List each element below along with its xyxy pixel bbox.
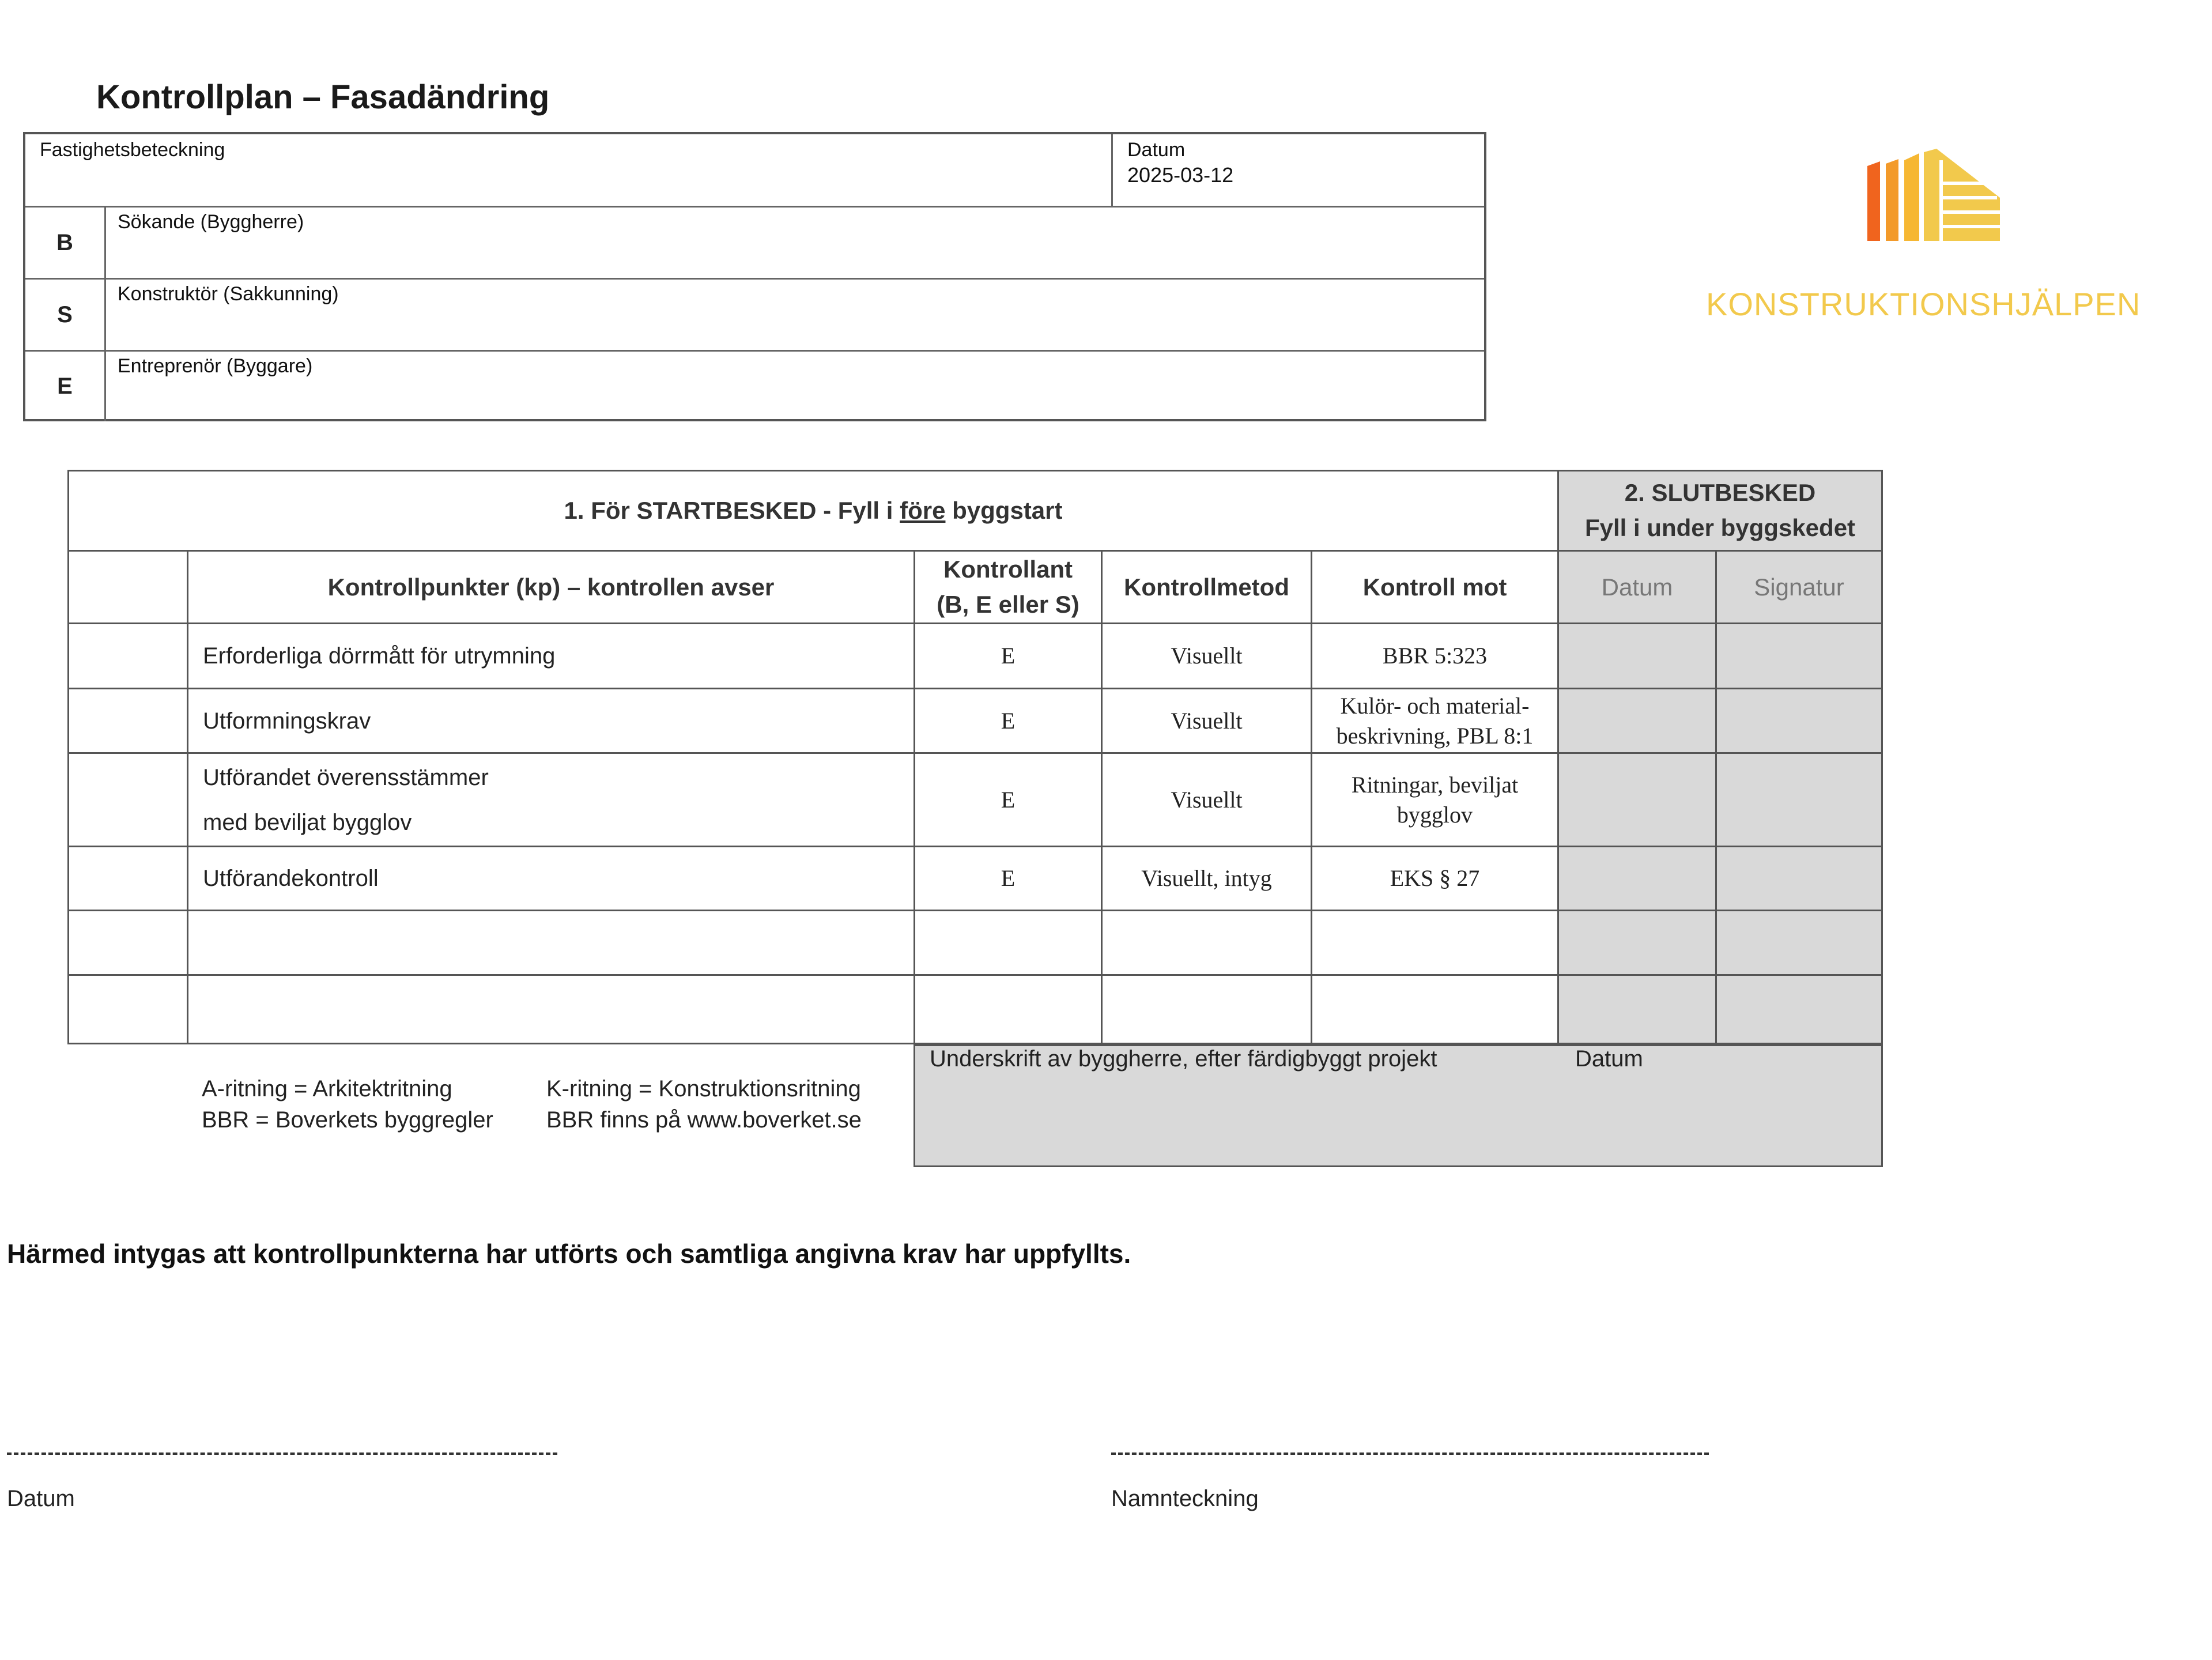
kp-cell: Utformningskrav [187, 688, 915, 754]
kontrollant-cell [914, 910, 1103, 976]
kontrollant-cell [914, 974, 1103, 1044]
control-table [67, 470, 1883, 1044]
kp-cell [187, 974, 915, 1044]
kp-cell [187, 910, 915, 976]
legend-k-ritning: K-ritning = Konstruktionsritning [546, 1076, 861, 1101]
footer-date-label: Datum [7, 1486, 75, 1511]
contractor-row [25, 352, 1484, 421]
signatur-cell[interactable] [1715, 910, 1883, 976]
applicant-row [25, 207, 1484, 280]
constructor-label: Konstruktör (Sakkunning) [118, 283, 339, 305]
row-blank-cell [67, 974, 188, 1044]
mot-cell [1311, 974, 1559, 1044]
signatur-cell[interactable] [1715, 846, 1883, 911]
metod-cell: Visuellt, intyg [1101, 846, 1312, 911]
row-letter: B [25, 207, 106, 278]
row-blank-cell [67, 752, 188, 847]
kontrollant-cell: E [914, 622, 1103, 689]
certification-text: Härmed intygas att kontrollpunkterna har utförts och samtliga angivna krav har uppfyllts. [7, 1239, 1131, 1269]
legend-web: BBR finns på www.boverket.se [546, 1107, 862, 1133]
signatur-cell[interactable] [1715, 688, 1883, 754]
legend-a-ritning: A-ritning = Arkitektritning [202, 1076, 452, 1101]
mot-cell [1311, 910, 1559, 976]
date-label: Datum [1127, 139, 1186, 161]
page-title: Kontrollplan – Fasadändring [96, 78, 550, 116]
property-row [25, 134, 1484, 207]
metod-cell: Visuellt [1101, 688, 1312, 754]
kontrollant-cell: E [914, 846, 1103, 911]
footer-name-label: Namnteckning [1111, 1486, 1259, 1511]
row-blank-cell [67, 910, 188, 976]
kp-cell: Utförandekontroll [187, 846, 915, 911]
mot-cell: BBR 5:323 [1311, 622, 1559, 689]
col-header-datum: Datum [1557, 550, 1717, 624]
datum-cell[interactable] [1557, 752, 1717, 847]
signatur-cell[interactable] [1715, 752, 1883, 847]
signatur-cell[interactable] [1715, 622, 1883, 689]
col-header-signatur: Signatur [1715, 550, 1883, 624]
row-letter: S [25, 280, 106, 350]
datum-cell[interactable] [1557, 688, 1717, 754]
building-logo-icon [1867, 149, 2000, 247]
row-blank-cell [67, 688, 188, 754]
contractor-label: Entreprenör (Byggare) [118, 355, 313, 377]
row-letter: E [25, 352, 106, 421]
datum-cell[interactable] [1557, 910, 1717, 976]
metod-cell: Visuellt [1101, 752, 1312, 847]
mot-cell: EKS § 27 [1311, 846, 1559, 911]
mot-cell: Kulör- och material- beskrivning, PBL 8:1 [1311, 688, 1559, 754]
property-label: Fastighetsbeteckning [40, 139, 225, 161]
col-header-mot: Kontroll mot [1311, 550, 1559, 624]
date-signature-line [7, 1452, 557, 1455]
constructor-row [25, 280, 1484, 352]
kontrollant-cell: E [914, 752, 1103, 847]
kp-cell: Erforderliga dörrmått för utrymning [187, 622, 915, 689]
signature-label: Underskrift av byggherre, efter färdigbyggt projekt [930, 1046, 1437, 1072]
metod-cell: Visuellt [1101, 622, 1312, 689]
col-header-kontrollant: Kontrollant (B, E eller S) [914, 550, 1103, 624]
name-signature-line [1111, 1452, 1709, 1455]
row-blank-cell [67, 622, 188, 689]
signatur-cell[interactable] [1715, 974, 1883, 1044]
kontrollant-cell: E [914, 688, 1103, 754]
slutbesked-header: 2. SLUTBESKED Fyll i under byggskedet [1557, 470, 1883, 552]
legend-left [202, 1073, 493, 1135]
col-header-metod: Kontrollmetod [1101, 550, 1312, 624]
legend-right [546, 1073, 862, 1135]
datum-cell[interactable] [1557, 846, 1717, 911]
date-value: 2025-03-12 [1127, 163, 1234, 187]
logo [1867, 149, 2000, 250]
metod-cell [1101, 974, 1312, 1044]
applicant-label: Sökande (Byggherre) [118, 211, 304, 233]
legend-bbr: BBR = Boverkets byggregler [202, 1107, 493, 1133]
project-info-table [23, 132, 1486, 421]
datum-cell[interactable] [1557, 622, 1717, 689]
signature-date-label: Datum [1575, 1046, 1643, 1072]
datum-cell[interactable] [1557, 974, 1717, 1044]
logo-name: KONSTRUKTIONSHJÄLPEN [1706, 286, 2141, 322]
metod-cell [1101, 910, 1312, 976]
kp-cell: Utförandet överensstämmer med beviljat bygglov [187, 752, 915, 847]
col-header-kp: Kontrollpunkter (kp) – kontrollen avser [187, 550, 915, 624]
mot-cell: Ritningar, beviljat bygglov [1311, 752, 1559, 847]
row-blank-cell [67, 846, 188, 911]
builder-signature-box[interactable] [914, 1044, 1883, 1167]
col-header-blank [67, 550, 188, 624]
startbesked-header: 1. För STARTBESKED - Fyll i före byggstart [67, 470, 1559, 552]
